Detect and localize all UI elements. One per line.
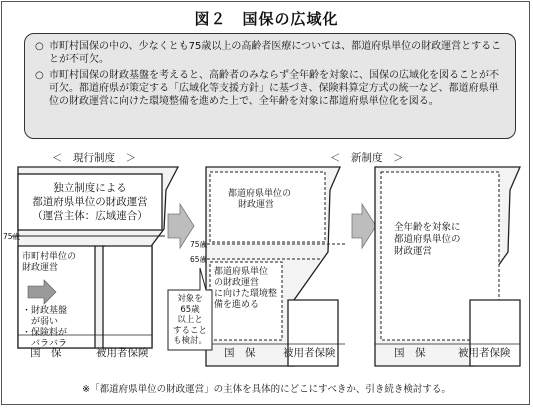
middle-kokuho-label: 国 保 — [224, 347, 256, 359]
middle-age-65-label: 65歳 — [190, 255, 208, 264]
transition-arrow-icon-2 — [352, 204, 376, 248]
municipal-line-1: 市町村単位の — [22, 252, 77, 262]
middle-lower-line-4: 備を進める — [214, 300, 260, 310]
middle-lower-line-1: 都道府県単位 — [214, 267, 269, 277]
independent-system-line-2: 都道府県単位の財政運営 — [32, 196, 148, 208]
current-system-heading: ＜ 現行制度 ＞ — [52, 152, 136, 164]
figure-title: 図２ 国保の広域化 — [194, 10, 339, 28]
issues-label — [22, 306, 67, 350]
independent-system-line-1: 独立制度による — [53, 182, 127, 194]
footnote: ※「都道府県単位の財政運営」の主体を具体的にどこにすべきか、引き続き検討する。 — [82, 384, 451, 395]
middle-age-75-label: 75歳 — [190, 240, 208, 249]
independent-system-line-3: （運営主体：広域連合） — [32, 210, 148, 222]
middle-lower-label — [214, 267, 277, 311]
new-employee-label: 被用者保険 — [458, 347, 511, 359]
issue-line-1: ・財政基盤 — [22, 306, 68, 316]
current-employee-label: 被用者保険 — [96, 347, 149, 359]
middle-employee-label: 被用者保険 — [283, 347, 336, 359]
municipal-line-2: 財政運営 — [22, 263, 59, 273]
summary-text-1: 市町村国保の中の、少なくとも75歳以上の高齢者医療については、都道府県単位の財政運営とすることが不可欠。 — [49, 41, 502, 65]
new-label-line-2: 都道府県単位の — [394, 234, 461, 245]
middle-lower-line-2: の財政運営 — [214, 278, 260, 288]
issue-line-3: ・保険料が — [22, 328, 68, 338]
current-kokuho-label: 国 保 — [30, 347, 62, 359]
bullet-circle-icon: ○ — [35, 70, 44, 81]
municipal-label — [22, 252, 76, 274]
middle-upper-label — [228, 189, 291, 211]
middle-upper-line-1: 都道府県単位の — [228, 189, 292, 199]
issue-line-2: が弱い — [22, 317, 59, 327]
independent-system-label — [22, 181, 158, 223]
age-75-label: 75歳 — [3, 232, 21, 241]
middle-lower-line-3: に向けた環境整 — [214, 289, 278, 299]
bullet-circle-icon: ○ — [35, 41, 44, 52]
new-label-line-3: 財政運営 — [394, 246, 433, 257]
callout-line-1: 対象を — [177, 294, 203, 304]
issue-line-4: バラバラ — [22, 339, 68, 349]
new-label-line-1: 全年齢を対象に — [394, 222, 461, 233]
summary-text-2: 市町村国保の財政基盤を考えると、高齢者のみならず全年齢を対象に、国保の広域化を図ることが不可欠。都道府県が策定する「広域化等支援方針」に基づき、保険料算定方式の統一など、都道府県単位の財政運営に向けた環境整備を進めた上で、全年齢を対象に都道府県単位化を図る。 — [49, 70, 499, 107]
callout-text — [171, 294, 209, 347]
middle-upper-line-2: 財政運営 — [238, 200, 275, 210]
current-employee-area — [103, 246, 152, 348]
callout-line-3: 以上と — [177, 315, 203, 325]
callout-line-2: 65歳 — [180, 304, 200, 315]
callout-line-4: すること — [172, 325, 207, 336]
new-system-heading: ＜ 新制度 ＞ — [330, 152, 404, 164]
callout-line-5: も検討。 — [172, 336, 207, 346]
new-system-panel — [375, 167, 520, 366]
new-kokuho-label: 国 保 — [394, 347, 426, 359]
new-system-label — [394, 222, 461, 258]
